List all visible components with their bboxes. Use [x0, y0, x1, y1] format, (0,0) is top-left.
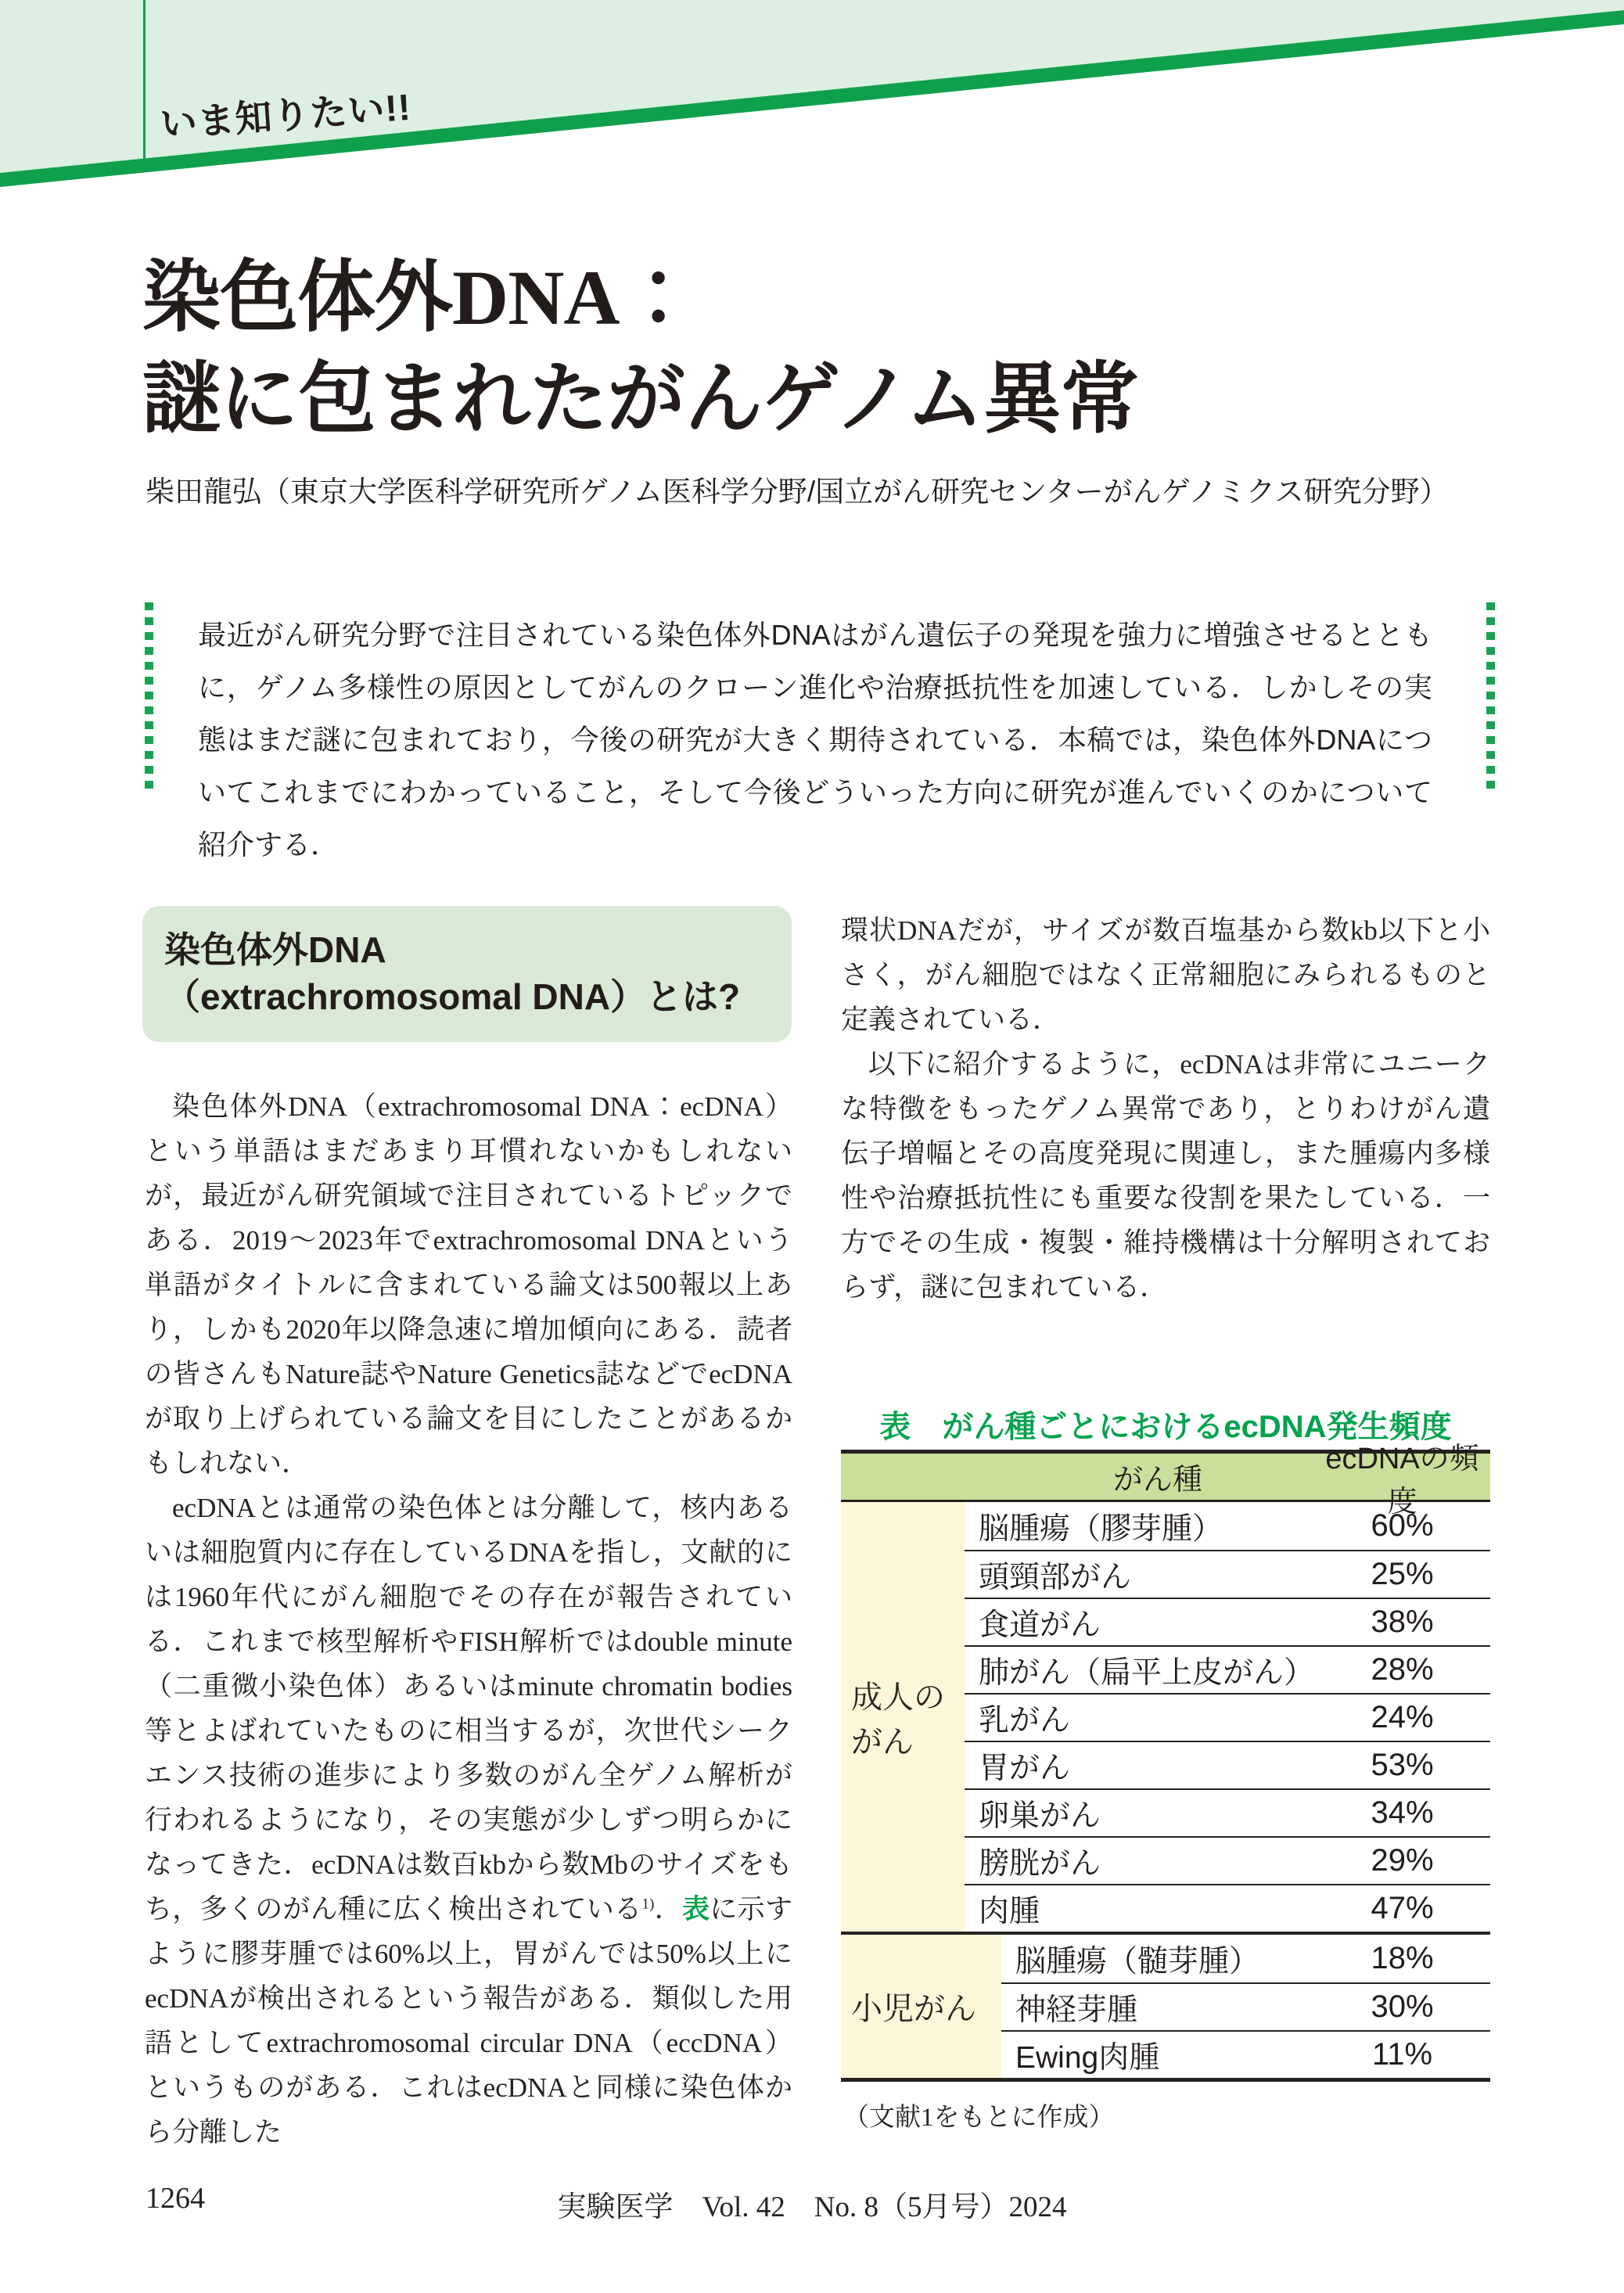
frequency-cell: 47%	[1371, 1891, 1434, 1925]
article-title	[142, 247, 1138, 451]
cancer-type-cell: 胃がん	[978, 1751, 1070, 1785]
frequency-cell: 38%	[1371, 1605, 1434, 1639]
table-row	[965, 1550, 1490, 1598]
child-group-section	[841, 1932, 1490, 2078]
frequency-cell: 60%	[1371, 1508, 1434, 1543]
table-row	[965, 1884, 1490, 1932]
paragraph-2-text-a: ecDNAとは通常の染色体とは分離して，核内あるいは細胞質内に存在しているDNAを指し，文献的には1960年代にがん細胞でその存在が報告されている．これまで核型解析やFISH解析ではdouble minute（二重微小染色体）あるいはminute chromatin bodies等とよばれていたものに相当するが，次世代シークエンス技術の進歩により多数のがん全ゲノム解析が行われるようになり，その実態が少しずつ明らかになってきた．ecDNAは数百kbから数Mbのサイズをもち，多くのがん種に広く検出されている	[145, 1493, 792, 1925]
reference-superscript: 1)	[641, 1896, 655, 1913]
table-row	[965, 1645, 1490, 1693]
frequency-cell: 30%	[1371, 1989, 1434, 2024]
paragraph-2-period: ．	[654, 1894, 683, 1925]
frequency-cell: 28%	[1371, 1652, 1434, 1687]
abstract-left-dashed-rule	[145, 602, 153, 792]
cancer-type-cell: 神経芽腫	[1015, 1993, 1138, 2027]
cancer-type-cell: 膀胱がん	[978, 1846, 1101, 1881]
article-title-line1: 染色体外DNA：	[142, 254, 697, 341]
table-row	[965, 1502, 1490, 1550]
section-heading-line2: （extrachromosomal DNA）とは?	[164, 976, 741, 1017]
journal-footer: 実験医学 Vol. 42 No. 8（5月号）2024	[557, 2191, 1067, 2223]
table-row	[965, 1741, 1490, 1788]
table-row	[965, 1598, 1490, 1645]
body-paragraph-2	[145, 1486, 792, 2155]
adult-rows	[965, 1502, 1490, 1932]
top-banner	[0, 0, 1624, 205]
table-reference-highlight: 表	[682, 1894, 710, 1925]
adult-group-section	[841, 1502, 1490, 1932]
child-rows	[1001, 1935, 1490, 2078]
cancer-type-cell: 乳がん	[978, 1703, 1070, 1738]
body-paragraph-4: 以下に紹介するように，ecDNAは非常にユニークな特徴をもったゲノム異常であり，とりわけがん遺伝子増幅とその高度発現に関連し，また腫瘍内多様性や治療抵抗性にも重要な役割を果たしている．一方でその生成・複製・維持機構は十分解明されておらず，謎に包まれている．	[841, 1049, 1490, 1303]
header-cancer-type: がん種	[1112, 1464, 1202, 1497]
table-header-row	[841, 1442, 1490, 1518]
cancer-type-cell: 卵巣がん	[978, 1799, 1101, 1833]
table-caption: （文献1をもとに作成）	[843, 2104, 1115, 2132]
cancer-type-cell: 脳腫瘍（膠芽腫）	[978, 1511, 1223, 1546]
left-column-text	[145, 1084, 792, 2155]
group-label-child: 小児がん	[841, 1935, 1001, 2078]
cancer-frequency-table	[841, 1442, 1490, 2082]
page-number: 1264	[146, 2182, 205, 2215]
section-heading-box	[142, 906, 792, 1042]
frequency-cell: 34%	[1371, 1795, 1434, 1830]
table-row	[1001, 2030, 1490, 2078]
series-label: いま知りたい!!	[159, 85, 413, 146]
abstract-right-dashed-rule	[1486, 602, 1495, 792]
frequency-cell: 29%	[1371, 1843, 1434, 1878]
frequency-cell: 53%	[1371, 1748, 1434, 1782]
table-row	[965, 1836, 1490, 1884]
cancer-type-cell: 肺がん（扁平上皮がん）	[978, 1655, 1314, 1690]
body-paragraph-1: 染色体外DNA（extrachromosomal DNA：ecDNA）という単語はまだあまり耳慣れないかもしれないが，最近がん研究領域で注目されているトピックである．2019〜2023年でextrachromosomal DNAという単語がタイトルに含まれている論文は500報以上あり，しかも2020年以降急速に増加傾向にある．読者の皆さんもNature誌やNature Genetics誌などでecDNAが取り上げられている論文を目にしたことがあるかもしれない．	[145, 1091, 792, 1479]
cancer-type-cell: 脳腫瘍（髄芽腫）	[1015, 1944, 1260, 1979]
group-label-adult: 成人のがん	[841, 1502, 965, 1932]
cancer-type-cell: 肉腫	[978, 1894, 1040, 1928]
cancer-type-cell: 食道がん	[978, 1608, 1101, 1642]
article-title-line2: 謎に包まれたがんゲノム異常	[142, 356, 1138, 443]
frequency-cell: 18%	[1371, 1941, 1434, 1975]
abstract-box	[145, 602, 1495, 861]
frequency-cell: 24%	[1371, 1700, 1434, 1734]
abstract-text: 最近がん研究分野で注目されている染色体外DNAはがん遺伝子の発現を強力に増強させるとともに，ゲノム多様性の原因としてがんのクローン進化や治療抵抗性を加速している．しかしその実態はまだ謎に包まれており，今後の研究が大きく期待されている．本稿では，染色体外DNAについてこれまでにわかっていること，そして今後どういった方向に研究が進んでいくのかについて紹介する．	[198, 619, 1432, 861]
body-paragraph-3: 環状DNAだが，サイズが数百塩基から数kb以下と小さく，がん細胞ではなく正常細胞にみられるものと定義されている．	[841, 915, 1490, 1035]
cancer-type-cell: 頭頸部がん	[978, 1560, 1131, 1594]
author-line: 柴田龍弘（東京大学医科学研究所ゲノム医科学分野/国立がん研究センターがんゲノミクス研究分野）	[146, 476, 1449, 508]
frequency-cell: 25%	[1371, 1557, 1434, 1591]
table-row	[965, 1788, 1490, 1836]
paragraph-2-text-c: に示すように膠芽腫では60%以上，胃がんでは50%以上にecDNAが検出されるという報告がある．類似した用語としてextrachromosomal circular DNA（eccDNA）というものがある．これはecDNAと同様に染色体から分離した	[145, 1894, 792, 2147]
cancer-type-cell: Ewing肉腫	[1015, 2040, 1160, 2075]
section-heading-line1: 染色体外DNA	[164, 929, 386, 970]
table-row	[1001, 1982, 1490, 2030]
right-column-text	[841, 908, 1490, 1310]
table-row	[1001, 1935, 1490, 1982]
frequency-cell: 11%	[1371, 2037, 1433, 2072]
banner-vertical-rule	[143, 0, 146, 161]
header-frequency: ecDNAの頻度	[1325, 1442, 1479, 1518]
table-row	[965, 1693, 1490, 1741]
table-title: 表 がん種ごとにおけるecDNA発生頻度	[879, 1410, 1452, 1444]
